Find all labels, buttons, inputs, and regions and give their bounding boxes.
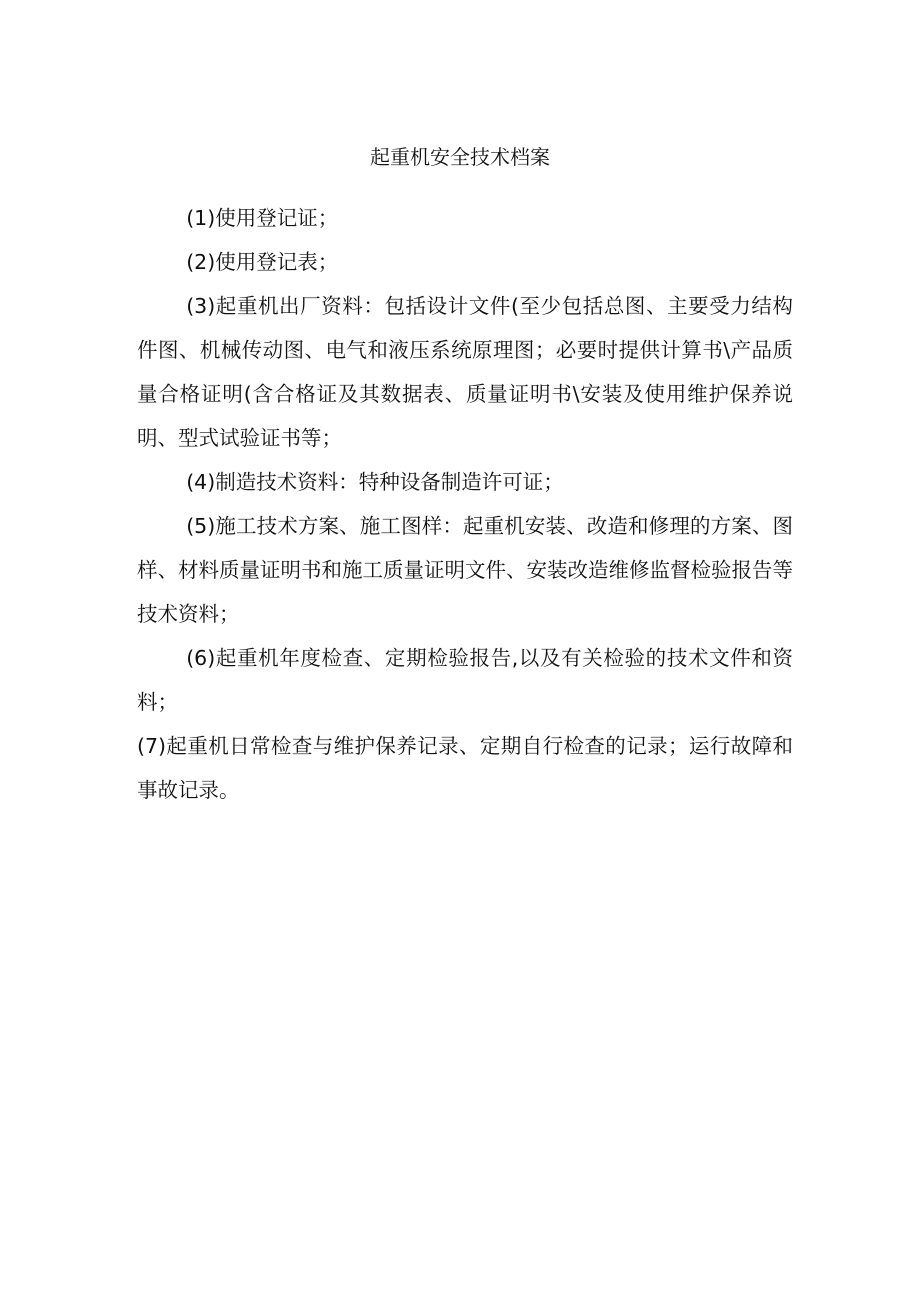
paragraph-item-3: (3)起重机出厂资料：包括设计文件(至少包括总图、主要受力结构件图、机械传动图、电气和液压系统原理图；必要时提供计算书\产品质量合格证明(含合格证及其数据表、质量证明书\安装及使用维护保养说明、型式试验证书等；: [137, 294, 793, 450]
document-body: [137, 196, 793, 812]
paragraph-item-5: (5)施工技术方案、施工图样：起重机安装、改造和修理的方案、图样、材料质量证明书和施工质量证明文件、安装改造维修监督检验报告等技术资料；: [137, 514, 793, 626]
paragraph-item-4: (4)制造技术资料：特种设备制造许可证；: [186, 470, 564, 494]
paragraph-item-6: (6)起重机年度检查、定期检验报告,以及有关检验的技术文件和资料；: [137, 646, 793, 714]
paragraph-item-2: (2)使用登记表；: [186, 250, 339, 274]
paragraph-item-1: (1)使用登记证；: [186, 206, 339, 230]
paragraph-item-7: (7)起重机日常检查与维护保养记录、定期自行检查的记录；运行故障和事故记录。: [137, 734, 793, 802]
document-title: 起重机安全技术档案: [370, 145, 550, 169]
